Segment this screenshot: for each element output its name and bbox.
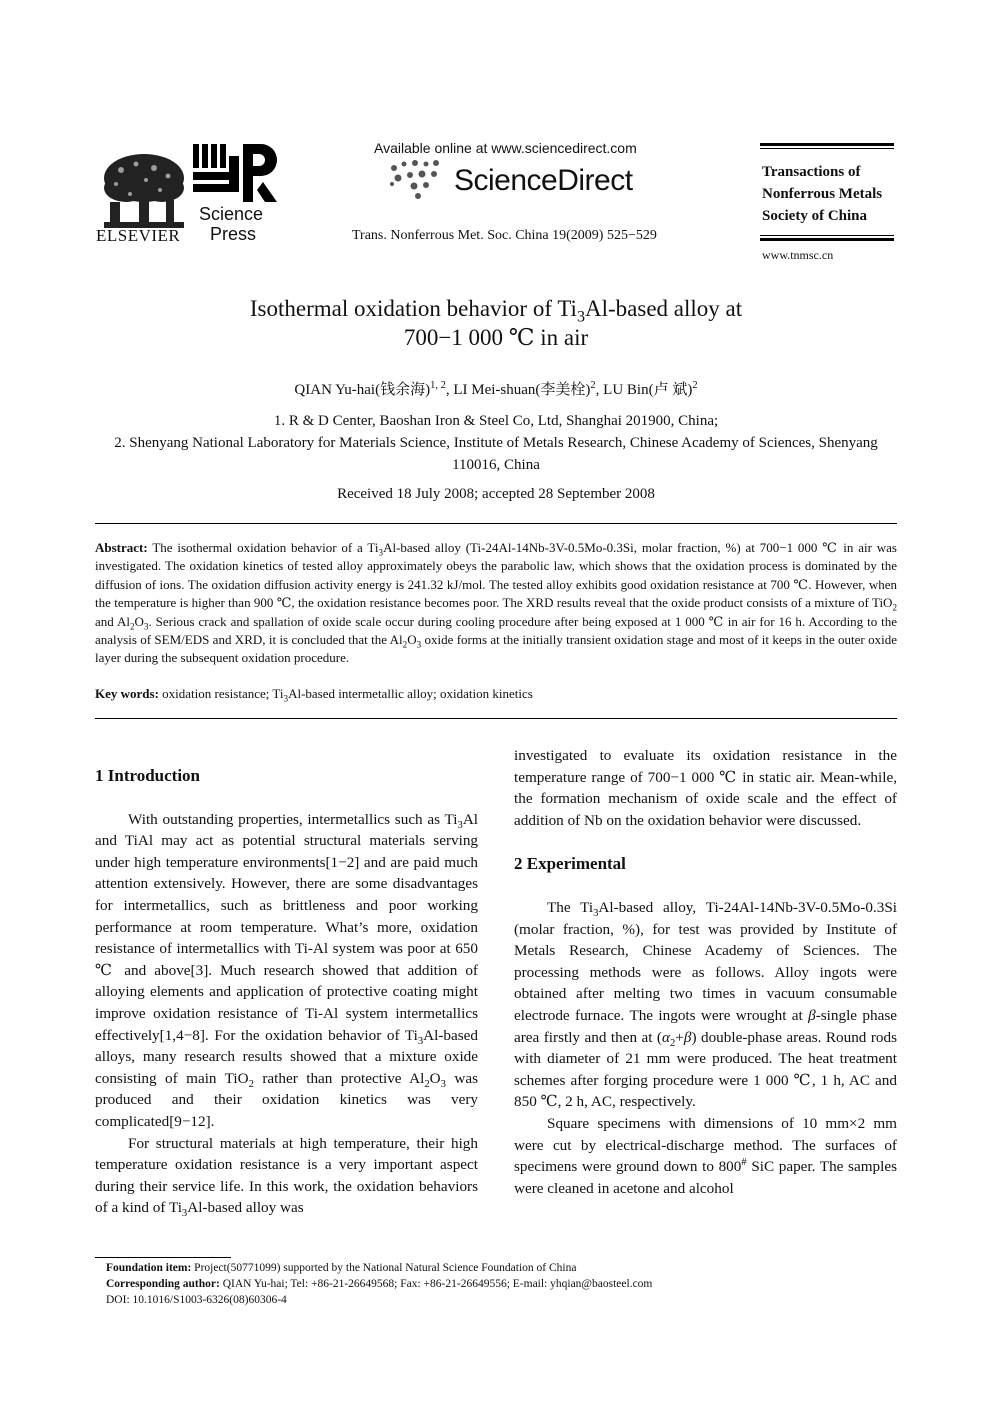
affiliation-1: 1. R & D Center, Baoshan Iron & Steel Co, Ltd, Shanghai 201900, China; (273, 413, 719, 429)
journal-citation: Trans. Nonferrous Met. Soc. China 19(2009) 525−529 (352, 228, 657, 243)
intro-paragraph-2-continued: investigated to evaluate its oxidation resistance in the temperature range of 700−1 000 ℃ in static air. Mean-while, the formation mechanism of oxide scale and the effect of addition of Nb on the oxidation behavior were discussed. (514, 747, 897, 829)
elsevier-wordmark: ELSEVIER (96, 226, 181, 245)
footnote-rule (95, 1257, 231, 1258)
left-column (95, 765, 478, 1219)
author-list: QIAN Yu-hai(钱余海)$^{1, 2}$, LI Mei-shuan(李美栓)$^2$, LU Bin(卢 斌)$^2$ (294, 380, 698, 398)
experimental-paragraph-1: The $Ti_3Al$-based alloy, Ti-24Al-14Nb-3V-0.5Mo-0.3Si (molar fraction, %), for test was provided by Institute of Metals Research, Chinese Academy of Sciences. The processing methods were as follows. Alloy ingots were obtained after melting two times in vacuum consumable electrode furnace. The ingots were wrought at β-single phase area firstly and then at $(\alpha_2+\beta)$ double-phase areas. Round rods with diameter of 21 mm were produced. The heat treatment schemes after forging procedure were 1 000 ℃, 1 h, AC and 850 ℃, 2 h, AC, respectively. (514, 898, 897, 1111)
foundation-item: Foundation item: Project(50771099) supported by the National Natural Science Foundation of China (106, 1262, 577, 1274)
paper-title-line-2: 700−1 000 ℃ in air (403, 325, 589, 350)
paper-title: Isothermal oxidation behavior of $Ti_3Al$-based alloy at 700−1 000 ℃ in air (0, 294, 992, 352)
science-press-label-2: Press (210, 224, 257, 244)
sciencedirect-dots-icon (388, 158, 450, 202)
journal-name-line-2: Nonferrous Metals (762, 186, 883, 202)
abstract-rule-top (95, 523, 897, 524)
sciencedirect-wordmark: ScienceDirect (454, 164, 633, 197)
abstract: Abstract: The isothermal oxidation behavior of a $Ti_3Al$-based alloy (Ti-24Al-14Nb-3V-0.5Mo-0.3Si, molar fraction, %) at 700−1 000 ℃ in air was investigated. The oxidation kinetics of tested alloy approximately obeys the parabolic law, which shows that the oxidation process is dominated by the diffusion of ions. The oxidation diffusion activity energy is 241.32 kJ/mol. The tested alloy exhibits good oxidation resistance at 700 ℃. However, when the temperature is higher than 900 ℃, the oxidation resistance becomes poor. The XRD results reveal that the oxide product consists of a mixture of TiO$_2$ and $Al_2O_3$. Serious crack and spallation of oxide scale occur during cooling procedure after being exposed at 1 000 ℃ in air for 16 h. According to the analysis of SEM/EDS and XRD, it is concluded that the $Al_2O_3$ oxide forms at the initially transient oxidation stage and most of it keeps in the outer oxide layer during the subsequent oxidation procedure. (95, 540, 897, 666)
section-heading-introduction: 1 Introduction (95, 766, 201, 785)
journal-rule-bottom (760, 238, 894, 241)
received-dates: Received 18 July 2008; accepted 28 September 2008 (337, 486, 655, 502)
intro-paragraph-1: With outstanding properties, intermetallics such as $Ti_3Al$ and TiAl may act as potential structural materials serving under high temperature environments[1−2] and are paid much attention extensively. However, there are some disadvantages for intermetallics, such as brittleness and poor working performance at room temperature. What’s more, oxidation resistance of intermetallics with Ti-Al system was poor at 650 ℃ and above[3]. Much research showed that addition of alloying elements and application of protective coating might improve oxidation resistance of Ti-Al system intermetallics effectively[1,4−8]. For the oxidation behavior of $Ti_3Al$-based alloys, many research results showed that a mixture oxide consisting of main TiO$_2$ rather than protective $Al_2O_3$ was produced and their oxidation kinetics was very complicated[9−12]. (95, 810, 478, 1130)
corresponding-author: Corresponding author: QIAN Yu-hai; Tel: +86-21-26649568; Fax: +86-21-26649556; E-mail: yhqian@baosteel.com (106, 1278, 653, 1290)
available-online-text[interactable]: Available online at www.sciencedirect.com (374, 140, 637, 156)
journal-name-line-1: Transactions of (762, 164, 861, 180)
section-heading-experimental: 2 Experimental (514, 854, 626, 874)
right-column (514, 745, 897, 1199)
journal-name (762, 161, 902, 227)
journal-rule-top (760, 143, 894, 146)
journal-name-line-3: Society of China (762, 208, 867, 224)
journal-website-link[interactable]: www.tnmsc.cn (762, 248, 834, 262)
journal-rule-bottom-thin (760, 235, 894, 236)
experimental-paragraph-2: Square specimens with dimensions of 10 mm×2 mm were cut by electrical-discharge method. The surfaces of specimens were ground down to 800# SiC paper. The samples were cleaned in acetone and alcohol (514, 1114, 897, 1197)
affiliations (96, 410, 896, 476)
abstract-rule-bottom (95, 718, 897, 719)
key-words: Key words: oxidation resistance; $Ti_3Al$-based intermetallic alloy; oxidation kinetics (95, 686, 533, 704)
footnote (106, 1260, 652, 1308)
science-press-label-1: Science (199, 204, 264, 224)
intro-paragraph-2: For structural materials at high temperature, their high temperature oxidation resistance is a very important aspect during their service life. In this work, the oxidation behaviors of a kind of $Ti_3Al$-based alloy was (95, 1134, 478, 1220)
doi[interactable]: DOI: 10.1016/S1003-6326(08)60306-4 (106, 1294, 287, 1306)
science-press-logo (193, 142, 277, 204)
affiliation-2: 2. Shenyang National Laboratory for Materials Science, Institute of Metals Research, Chinese Academy of Sciences, Shenyang 110016, China (114, 435, 878, 473)
journal-rule-top-thin (760, 148, 894, 149)
